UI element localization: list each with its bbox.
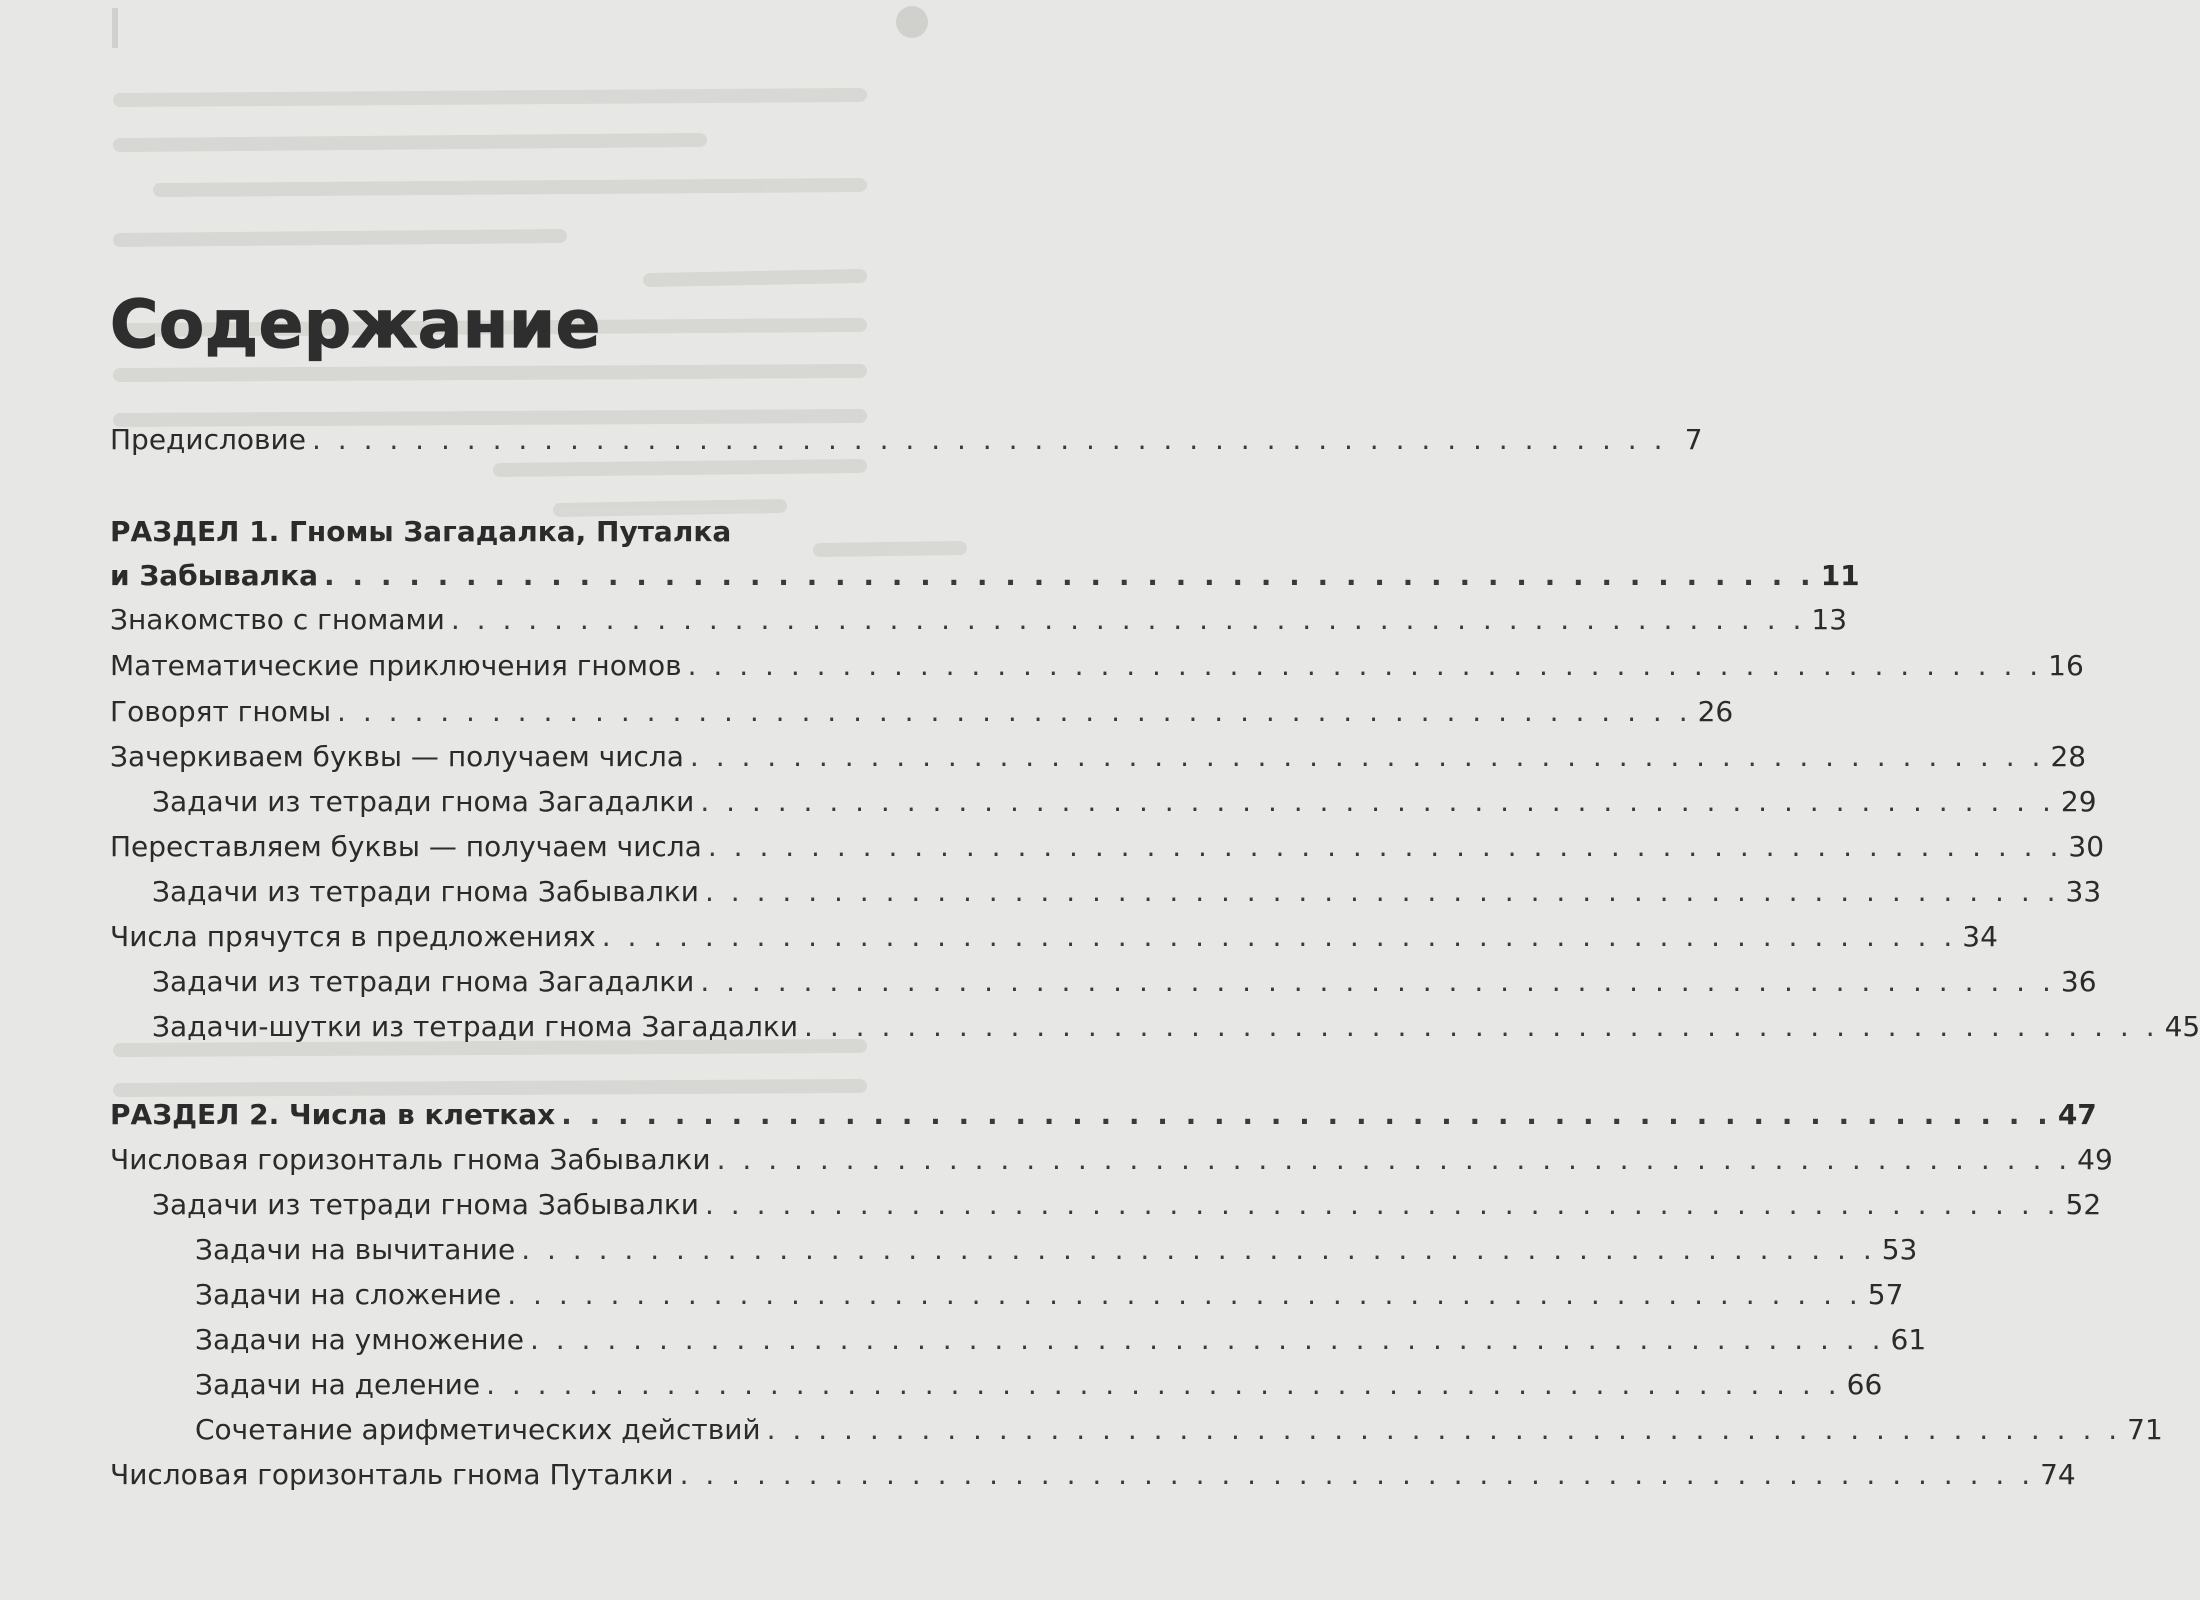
- toc-entry-title: Переставляем буквы — получаем числа: [110, 830, 702, 863]
- toc-page-number: 49: [2077, 1143, 2113, 1176]
- toc-page-number: 26: [1697, 695, 1734, 728]
- toc-entry-title: и Забывалка: [110, 559, 319, 592]
- toc-page-number: 36: [2060, 965, 2097, 998]
- toc-page-number: 11: [1820, 559, 1860, 592]
- toc-entry-title: Числовая горизонталь гнома Забывалки: [110, 1143, 711, 1176]
- toc-entry-title: Задачи из тетради гнома Загадалки: [152, 785, 695, 818]
- toc-page-number: 45: [2164, 1010, 2200, 1043]
- toc-entry[interactable]: [152, 960, 2097, 1004]
- section-1-heading: РАЗДЕЛ 1. Гномы Загадалка, Путалка: [110, 515, 732, 548]
- leader-dots: . . . . . . . . . . . . . . . . . . . . . . . . . . . . . . . . . . . . . . . . . . . . . . . . . . . . .: [486, 1368, 1841, 1401]
- toc-entry[interactable]: [152, 1005, 2200, 1049]
- toc-entry-section-2[interactable]: [110, 1093, 2097, 1137]
- toc-entry-title: Задачи на умножение: [195, 1323, 524, 1356]
- toc-page-number: 33: [2065, 875, 2102, 908]
- toc-entry-title: Сочетание арифметических действий: [195, 1413, 761, 1446]
- leader-dots: . . . . . . . . . . . . . . . . . . . . . . . . . . . . . . . . . . . . . . . . . . . . . . . . . . . . .: [450, 603, 1806, 636]
- toc-entry[interactable]: [110, 915, 1998, 959]
- toc-entry[interactable]: [152, 780, 2097, 824]
- toc-entry-title: Предисловие: [110, 423, 306, 456]
- leader-dots: . . . . . . . . . . . . . . . . . . . . . . . . . . . . . . . . . . . . . . . . . . . . . . . . . . . . .: [521, 1233, 1876, 1266]
- toc-page-number: 71: [2127, 1413, 2163, 1446]
- toc-entry-title: Задачи на деление: [195, 1368, 481, 1401]
- toc-entry[interactable]: [110, 825, 2105, 869]
- toc-entry-section-1[interactable]: [110, 554, 1860, 598]
- toc-page-number: 30: [2068, 830, 2105, 863]
- leader-dots: . . . . . . . . . . . . . . . . . . . . . . . . . . . . . . . . . . . . . . . . . . . . . . . . . . . . .: [337, 695, 1692, 728]
- leader-dots: . . . . . . . . . . . . . . . . . . . . . . . . . . . . . . . . . . . . . . . . . . . . . . . . . . . . .: [704, 875, 2060, 908]
- leader-dots: . . . . . . . . . . . . . . . . . . . . . . . . . . . . . . . . . . . . . . . . . . . . . . . . . . . . .: [679, 1458, 2035, 1491]
- toc-entry[interactable]: [110, 644, 2084, 688]
- toc-entry-title: Знакомство с гномами: [110, 603, 445, 636]
- toc-page-number: 61: [1890, 1323, 1927, 1356]
- toc-entry-title: Задачи из тетради гнома Загадалки: [152, 965, 695, 998]
- leader-dots: . . . . . . . . . . . . . . . . . . . . . . . . . . . . . . . . . . . . . . . . . . . . . . . . . . . . .: [700, 785, 2055, 818]
- leader-dots: . . . . . . . . . . . . . . . . . . . . . . . . . . . . . . . . . . . . . . . . . . . . . . . . . . . . .: [601, 920, 1957, 953]
- toc-entry[interactable]: [195, 1273, 1904, 1317]
- leader-dots: . . . . . . . . . . . . . . . . . . . . . . . . . . . . . . . . . . . . . . . . . . . . . . . . . . . . .: [687, 649, 2043, 682]
- toc-page-number: 28: [2050, 740, 2087, 773]
- toc-entry-title: Зачеркиваем буквы — получаем числа: [110, 740, 684, 773]
- toc-entry[interactable]: [195, 1228, 1918, 1272]
- toc-page-number: 29: [2060, 785, 2097, 818]
- toc-page-number: 16: [2048, 649, 2084, 682]
- leader-dots: . . . . . . . . . . . . . . . . . . . . . . . . . . . . . . . . . . . . . . . . . . . . . . . . . . . . .: [529, 1323, 1885, 1356]
- leader-dots: . . . . . . . . . . . . . . . . . . . . . . . . . . . . . . . . . . . . . . . . . . . . . . . . . . . . .: [324, 559, 1815, 592]
- leader-dots: . . . . . . . . . . . . . . . . . . . . . . . . . . . . . . . . . . . . . . . . . . . . . . . . . . . . .: [766, 1413, 2122, 1446]
- leader-dots: . . . . . . . . . . . . . . . . . . . . . . . . . . . . . . . . . . . . . . . . . . . . . . . . . . . . .: [707, 830, 2063, 863]
- toc-entry-title: Задачи из тетради гнома Забывалки: [152, 1188, 699, 1221]
- toc-page-number: 74: [2040, 1458, 2076, 1491]
- toc-entry[interactable]: [195, 1318, 1927, 1362]
- page-title: Содержание: [110, 286, 601, 363]
- toc-entry-preface[interactable]: [110, 418, 1703, 462]
- toc-entry-title: Задачи на вычитание: [195, 1233, 516, 1266]
- toc-page-number: 7: [1684, 423, 1703, 456]
- toc-page-number: 52: [2065, 1188, 2102, 1221]
- toc-entry-title: Математические приключения гномов: [110, 649, 682, 682]
- toc-page-number: 66: [1846, 1368, 1883, 1401]
- leader-dots: . . . . . . . . . . . . . . . . . . . . . . . . . . . . . . . . . . . . . . . . . . . . . . . . . . . . .: [311, 423, 1667, 456]
- toc-page-number: 53: [1881, 1233, 1918, 1266]
- toc-page-number: 13: [1811, 603, 1848, 636]
- toc-entry-title: РАЗДЕЛ 2. Числа в клетках: [110, 1098, 556, 1131]
- toc-page-number: 57: [1867, 1278, 1904, 1311]
- toc-entry-title: Числовая горизонталь гнома Путалки: [110, 1458, 674, 1491]
- leader-dots: . . . . . . . . . . . . . . . . . . . . . . . . . . . . . . . . . . . . . . . . . . . . . . . . . . . . .: [561, 1098, 2052, 1131]
- toc-entry[interactable]: [110, 598, 1848, 642]
- leader-dots: . . . . . . . . . . . . . . . . . . . . . . . . . . . . . . . . . . . . . . . . . . . . . . . . . . . . .: [804, 1010, 2159, 1043]
- toc-entry-title: Числа прячутся в предложениях: [110, 920, 596, 953]
- toc-entry[interactable]: [110, 690, 1734, 734]
- toc-entry-title: Задачи из тетради гнома Забывалки: [152, 875, 699, 908]
- toc-entry-title: Говорят гномы: [110, 695, 332, 728]
- toc-page-number: 47: [2057, 1098, 2097, 1131]
- toc-entry[interactable]: [110, 1138, 2113, 1182]
- toc-entry[interactable]: [110, 1453, 2076, 1497]
- leader-dots: . . . . . . . . . . . . . . . . . . . . . . . . . . . . . . . . . . . . . . . . . . . . . . . . . . . . .: [689, 740, 2045, 773]
- toc-entry[interactable]: [110, 735, 2087, 779]
- leader-dots: . . . . . . . . . . . . . . . . . . . . . . . . . . . . . . . . . . . . . . . . . . . . . . . . . . . . .: [507, 1278, 1862, 1311]
- toc-page: [110, 0, 2200, 1600]
- toc-entry[interactable]: [195, 1408, 2163, 1452]
- toc-entry[interactable]: [195, 1363, 1883, 1407]
- leader-dots: . . . . . . . . . . . . . . . . . . . . . . . . . . . . . . . . . . . . . . . . . . . . . . . . . . . . .: [700, 965, 2055, 998]
- toc-page-number: 34: [1962, 920, 1998, 953]
- leader-dots: . . . . . . . . . . . . . . . . . . . . . . . . . . . . . . . . . . . . . . . . . . . . . . . . . . . . .: [716, 1143, 2072, 1176]
- toc-entry-title: Задачи-шутки из тетради гнома Загадалки: [152, 1010, 799, 1043]
- toc-entry[interactable]: [152, 870, 2102, 914]
- leader-dots: . . . . . . . . . . . . . . . . . . . . . . . . . . . . . . . . . . . . . . . . . . . . . . . . . . . . .: [704, 1188, 2060, 1221]
- toc-entry-title: Задачи на сложение: [195, 1278, 502, 1311]
- toc-entry[interactable]: [152, 1183, 2102, 1227]
